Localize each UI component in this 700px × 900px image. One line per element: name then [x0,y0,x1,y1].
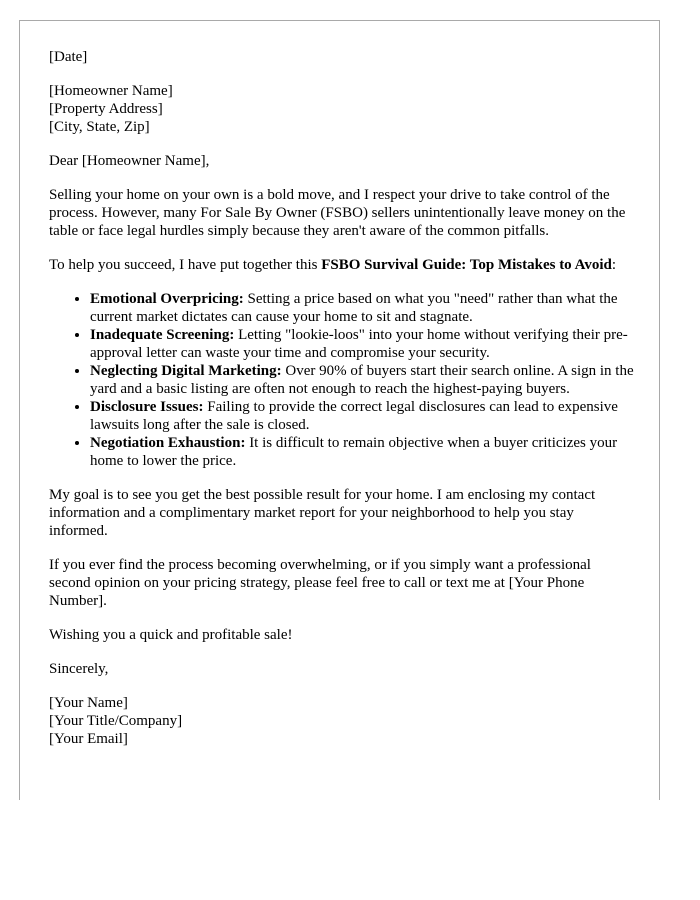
sender-email: [Your Email] [49,731,128,747]
mistake-term: Negotiation Exhaustion: [90,435,246,451]
letter-date: [Date] [49,49,88,65]
list-item [90,362,634,398]
mistakes-list [49,290,634,470]
mistake-term: Disclosure Issues: [90,399,204,415]
list-item [90,434,634,470]
guide-intro-paragraph [49,256,634,274]
sender-name: [Your Name] [49,695,128,711]
guide-intro-text: To help you succeed, I have put together this [49,257,322,273]
sender-title-company: [Your Title/Company] [49,713,183,729]
mistake-text: Failing to provide the correct legal disclosures can lead to expensive lawsuits long after the sale is closed. [90,399,618,433]
wish-line: Wishing you a quick and profitable sale! [49,627,293,643]
mistake-text: Letting "lookie-loos" into your home without verifying their pre-approval letter can waste your time and compromise your security. [90,327,628,361]
guide-title: FSBO Survival Guide: Top Mistakes to Avoid [321,257,612,273]
mistake-text: Over 90% of buyers start their search online. A sign in the yard and a basic listing are often not enough to reach the highest-paying buyers. [90,363,634,397]
closing-line: Sincerely, [49,661,109,677]
mistake-text: Setting a price based on what you "need" rather than what the current market dictates can cause your home to sit and stagnate. [90,291,618,325]
list-item [90,398,634,434]
mistake-term: Neglecting Digital Marketing: [90,363,282,379]
salutation: Dear [Homeowner Name], [49,153,210,169]
list-item [90,290,634,326]
offer-paragraph: If you ever find the process becoming overwhelming, or if you simply want a professional second opinion on your pricing strategy, please feel free to call or text me at [Your Phone Number]. [49,557,591,609]
mistake-text: It is difficult to remain objective when a buyer criticizes your home to lower the price. [90,435,618,469]
mistake-term: Emotional Overpricing: [90,291,244,307]
recipient-name: [Homeowner Name] [49,83,173,99]
letter-content [49,48,634,764]
recipient-block [49,82,634,136]
letter-page [19,20,660,800]
sender-block [49,694,634,748]
recipient-address: [Property Address] [49,101,163,117]
mistake-term: Inadequate Screening: [90,327,235,343]
list-item [90,326,634,362]
recipient-city-state-zip: [City, State, Zip] [49,119,150,135]
intro-paragraph: Selling your home on your own is a bold move, and I respect your drive to take control of the process. However, many For Sale By Owner (FSBO) sellers unintentionally leave money on the table or face legal hurdles simply because they aren't aware of the common pitfalls. [49,187,626,239]
guide-intro-colon: : [611,257,617,273]
goal-paragraph: My goal is to see you get the best possible result for your home. I am enclosing my contact information and a complimentary market report for your neighborhood to help you stay informed. [49,487,596,539]
